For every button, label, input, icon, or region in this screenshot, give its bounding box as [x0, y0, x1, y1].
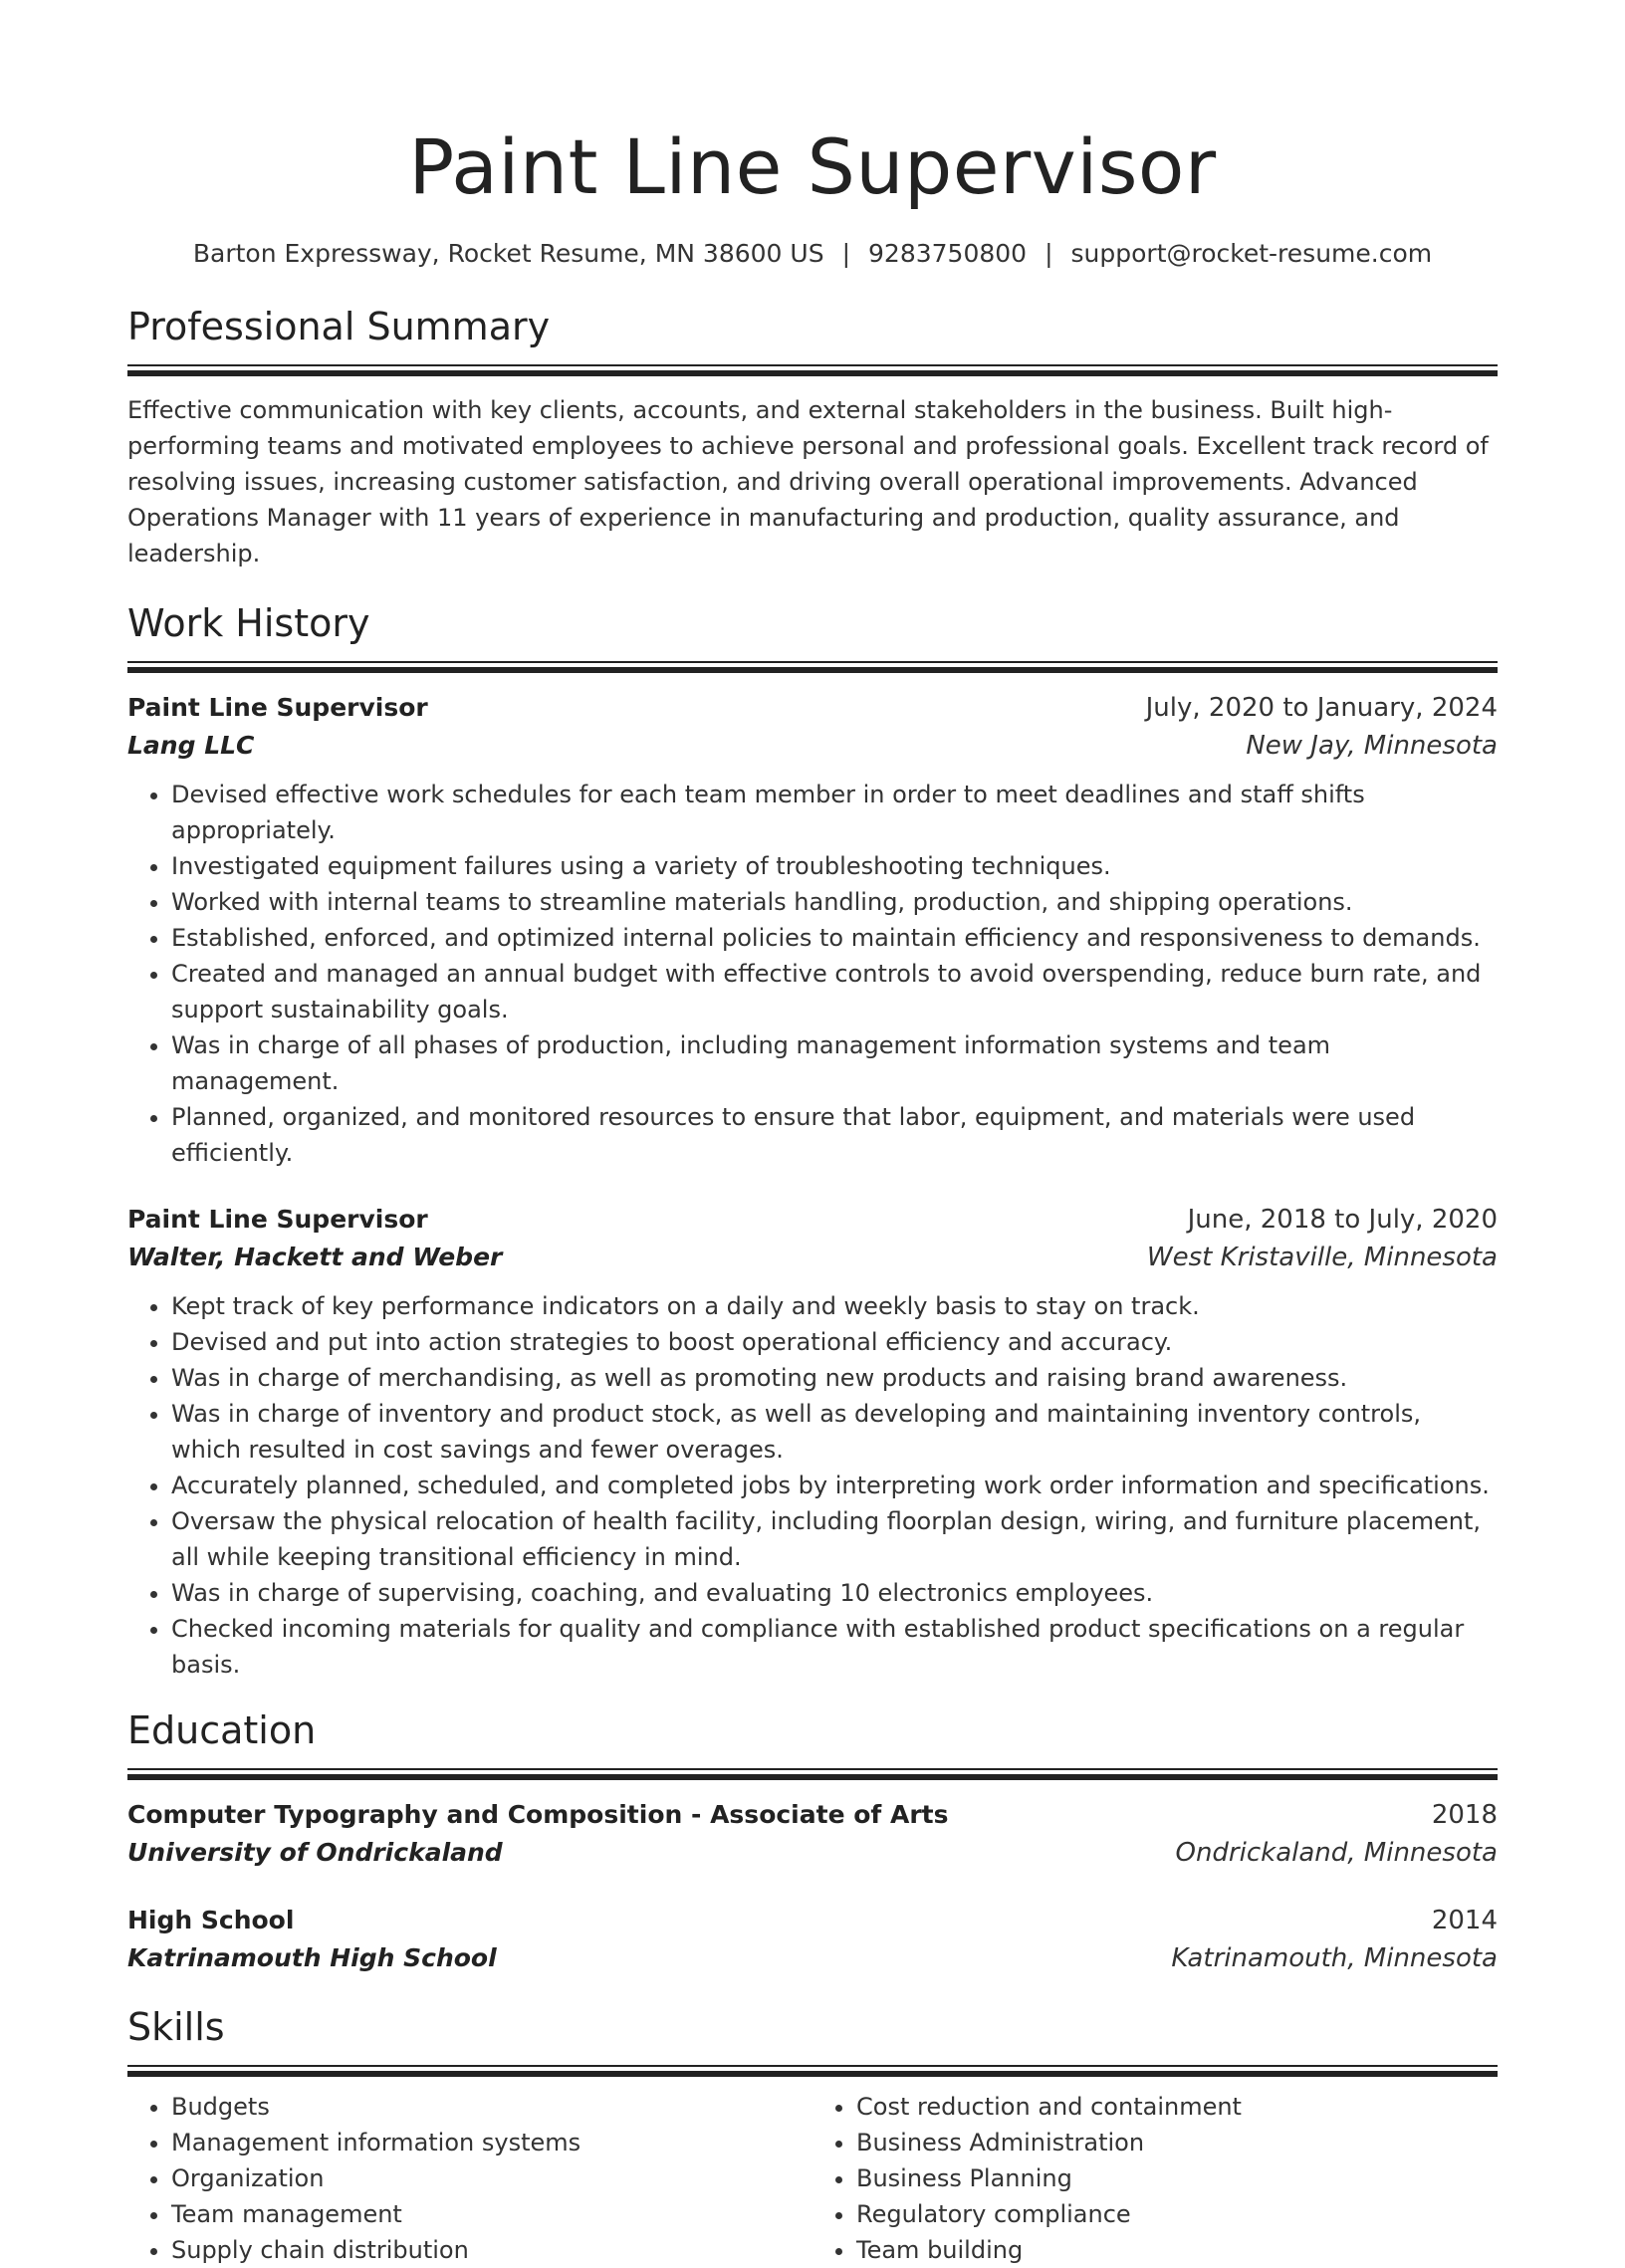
skills-list-left: [127, 2089, 812, 2268]
job-header-row: [127, 689, 1498, 727]
education-school: Katrinamouth High School: [127, 1943, 497, 1972]
education-school-row: [127, 1939, 1498, 1977]
job-bullet: • Created and managed an annual budget with effective controls to avoid overspending, reduce burn rate, and support sustainability goals.: [171, 956, 1498, 1027]
job-header-row: [127, 1201, 1498, 1239]
job-title: Paint Line Supervisor: [127, 1205, 428, 1234]
skills-columns: [127, 2089, 1498, 2268]
job-location: New Jay, Minnesota: [1246, 731, 1498, 761]
job-bullet: • Investigated equipment failures using a variety of troubleshooting techniques.: [171, 848, 1498, 884]
section-divider: [127, 1768, 1498, 1780]
job-bullet: • Planned, organized, and monitored resources to ensure that labor, equipment, and materials were used efficiently.: [171, 1099, 1498, 1171]
job-company-row: [127, 1239, 1498, 1276]
contact-address: Barton Expressway, Rocket Resume, MN 38600 US: [192, 239, 824, 268]
job-bullet: • Oversaw the physical relocation of health facility, including floorplan design, wiring, and furniture placement, all while keeping transitional efficiency in mind.: [171, 1503, 1498, 1575]
skill-item: • Supply chain distribution: [171, 2232, 812, 2268]
education-degree: Computer Typography and Composition - Associate of Arts: [127, 1800, 949, 1829]
job-bullets: [127, 1288, 1498, 1683]
resume-content: [127, 0, 1498, 2268]
summary-text: Effective communication with key clients, accounts, and external stakeholders in the business. Built high-performing teams and motivated employees to achieve personal and professional goals. Excellent track record of resolving issues, increasing customer satisfaction, and driving overall operational improvements. Advanced Operations Manager with 11 years of experience in manufacturing and production, quality assurance, and leadership.: [127, 396, 1489, 567]
skill-item: • Business Administration: [856, 2125, 1498, 2160]
skill-item: • Team management: [171, 2196, 812, 2232]
job-bullets: [127, 777, 1498, 1171]
skill-item: • Organization: [171, 2160, 812, 2196]
job-dates: June, 2018 to July, 2020: [1187, 1205, 1498, 1235]
summary-heading: Professional Summary: [127, 305, 551, 348]
job-bullet: • Kept track of key performance indicators on a daily and weekly basis to stay on track.: [171, 1288, 1498, 1324]
section-divider: [127, 364, 1498, 376]
skill-item: • Business Planning: [856, 2160, 1498, 2196]
education-entry: [127, 1902, 1498, 1977]
skill-item: • Team building: [856, 2232, 1498, 2268]
education-year: 2018: [1431, 1800, 1498, 1830]
skills-heading: Skills: [127, 2005, 225, 2049]
education-entry: [127, 1796, 1498, 1872]
skill-item: • Regulatory compliance: [856, 2196, 1498, 2232]
job-bullet: • Was in charge of inventory and product stock, as well as developing and maintaining inventory controls, which resulted in cost savings and fewer overages.: [171, 1396, 1498, 1468]
job-company: Walter, Hackett and Weber: [127, 1243, 503, 1271]
education-school-row: [127, 1834, 1498, 1872]
job-bullet: • Worked with internal teams to streamline materials handling, production, and shipping operations.: [171, 884, 1498, 920]
education-location: Katrinamouth, Minnesota: [1171, 1943, 1498, 1973]
skill-item: • Management information systems: [171, 2125, 812, 2160]
job-bullet: • Established, enforced, and optimized internal policies to maintain efficiency and responsiveness to demands.: [171, 920, 1498, 956]
skills-list-right: [812, 2089, 1498, 2268]
contact-line: [127, 237, 1498, 271]
job-bullet: • Was in charge of merchandising, as well as promoting new products and raising brand awareness.: [171, 1360, 1498, 1396]
education-school: University of Ondrickaland: [127, 1838, 503, 1867]
job-entry: [127, 1201, 1498, 1683]
skill-item: • Cost reduction and containment: [856, 2089, 1498, 2125]
job-bullet: • Devised effective work schedules for each team member in order to meet deadlines and staff shifts appropriately.: [171, 777, 1498, 848]
job-title: Paint Line Supervisor: [127, 693, 428, 722]
education-year: 2014: [1431, 1906, 1498, 1935]
job-location: West Kristaville, Minnesota: [1146, 1243, 1498, 1272]
education-header-row: [127, 1796, 1498, 1834]
education-location: Ondrickaland, Minnesota: [1175, 1838, 1498, 1868]
contact-separator: |: [1045, 239, 1053, 268]
section-divider: [127, 2065, 1498, 2077]
section-divider: [127, 661, 1498, 673]
job-bullet: • Was in charge of supervising, coaching, and evaluating 10 electronics employees.: [171, 1575, 1498, 1611]
education-header-row: [127, 1902, 1498, 1939]
job-bullet: • Accurately planned, scheduled, and completed jobs by interpreting work order information and specifications.: [171, 1468, 1498, 1503]
contact-phone: 9283750800: [868, 239, 1028, 268]
job-bullet: • Was in charge of all phases of production, including management information systems and team management.: [171, 1027, 1498, 1099]
resume-name: Paint Line Supervisor: [408, 122, 1217, 211]
job-company: Lang LLC: [127, 731, 255, 760]
job-bullet: • Devised and put into action strategies to boost operational efficiency and accuracy.: [171, 1324, 1498, 1360]
contact-separator: |: [841, 239, 851, 268]
job-bullet: • Checked incoming materials for quality and compliance with established product specifications on a regular basis.: [171, 1611, 1498, 1683]
education-heading: Education: [127, 1708, 317, 1752]
job-dates: July, 2020 to January, 2024: [1145, 693, 1498, 723]
job-entry: [127, 689, 1498, 1171]
job-company-row: [127, 727, 1498, 765]
work-history-heading: Work History: [127, 601, 370, 645]
education-degree: High School: [127, 1906, 295, 1934]
skill-item: • Budgets: [171, 2089, 812, 2125]
contact-email: support@rocket-resume.com: [1070, 239, 1433, 268]
